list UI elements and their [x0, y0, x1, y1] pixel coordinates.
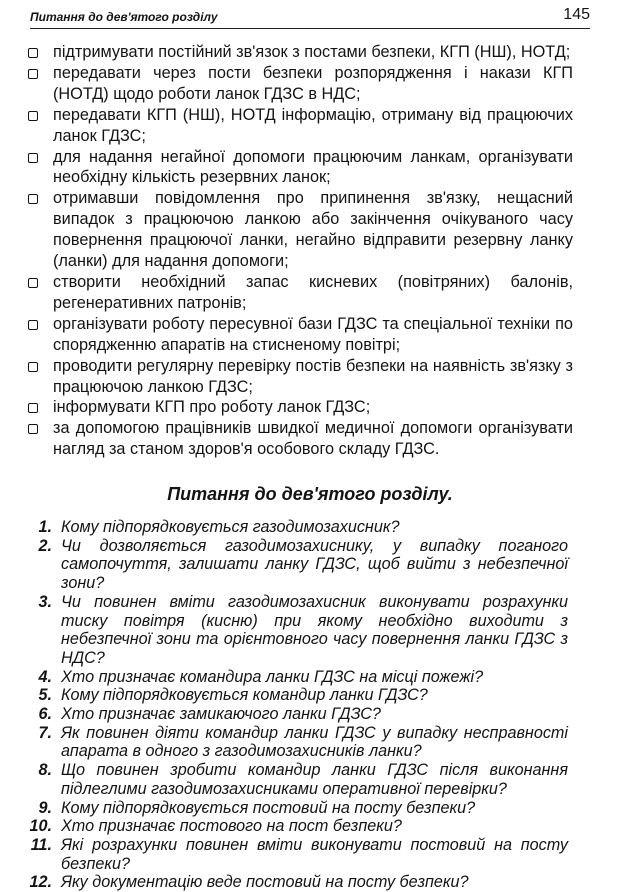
question-number: 5.: [38, 686, 52, 705]
checkbox-bullet-icon: [28, 111, 38, 121]
running-header-title: Питання до дев'ятого розділу: [30, 10, 218, 24]
page-number: 145: [563, 6, 590, 23]
question-number: 10.: [29, 817, 52, 836]
question-item: [28, 817, 568, 836]
question-number: 11.: [30, 835, 52, 854]
question-item: [28, 705, 568, 724]
checkbox-bullet-icon: [28, 403, 38, 413]
bullet-item: [28, 42, 573, 63]
question-text: Кому підпорядковується постовий на посту безпеки?: [61, 798, 476, 817]
question-item: [28, 593, 568, 668]
question-text: Що повинен зробити командир ланки ГДЗС після виконання підлеглими газодимозахисниками оперативної перевірки?: [61, 761, 568, 798]
question-number: 4.: [38, 667, 52, 686]
question-text: Чи повинен вміти газодимозахисник виконувати розрахунки тиску повітря (кисню) при якому необхідно виходити з небезпечної зони та орієнтовного часу повернення ланки ГДЗС з НДС?: [61, 592, 568, 667]
question-item: [28, 668, 568, 687]
page-header: [30, 6, 590, 28]
question-number: 3.: [38, 592, 52, 611]
question-text: Хто призначає замикаючого ланки ГДЗС?: [61, 705, 381, 724]
bullet-text: інформувати КГП про роботу ланок ГДЗС;: [53, 398, 371, 417]
bullet-text: проводити регулярну перевірку постів безпеки на наявність зв'язку з працюючою ланкою ГДЗС;: [53, 356, 573, 396]
bullet-item: [28, 188, 573, 272]
question-number: 1.: [38, 518, 52, 536]
question-number: 7.: [38, 723, 52, 742]
question-text: Як повинен діяти командир ланки ГДЗС у випадку несправності апарата в одного з газодимозахисників ланки?: [61, 723, 568, 761]
question-number: 8.: [38, 761, 52, 780]
bullet-item: [28, 105, 573, 147]
question-text: Які розрахунки повинен вміти виконувати постовий на посту безпеки?: [61, 835, 568, 873]
question-text: Кому підпорядковується командир ланки ГДЗС?: [61, 686, 428, 705]
bullet-item: [28, 63, 573, 105]
checkbox-bullet-icon: [28, 194, 38, 204]
checkbox-bullet-icon: [28, 424, 38, 434]
section-title: Питання до дев'ятого розділу.: [167, 484, 453, 504]
bullet-list: [28, 42, 573, 460]
question-list: [28, 518, 568, 892]
question-text: Яку документацію веде постовий на посту безпеки?: [61, 873, 469, 892]
bullet-text: за допомогою працівників швидкої медичної допомоги організувати нагляд за станом здоров'я особового складу ГДЗС.: [53, 419, 573, 459]
question-item: [28, 537, 568, 593]
question-number: 9.: [38, 798, 52, 817]
bullet-text: створити необхідний запас кисневих (повітряних) балонів, регенеративних патронів;: [53, 272, 573, 312]
checkbox-bullet-icon: [28, 278, 38, 288]
bullet-text: організувати роботу пересувної бази ГДЗС та спеціальної техніки по спорядженню апаратів на стисненому повітрі;: [53, 314, 573, 354]
question-text: Хто призначає постового на пост безпеки?: [61, 817, 402, 836]
question-item: [28, 518, 568, 537]
header-rule: [30, 28, 590, 29]
question-text: Хто призначає командира ланки ГДЗС на місці пожежі?: [61, 667, 484, 686]
question-item: [28, 836, 568, 873]
bullet-item: [28, 397, 573, 418]
question-text: Кому підпорядковується газодимозахисник?: [61, 518, 400, 536]
bullet-item: [28, 356, 573, 398]
question-item: [28, 873, 568, 892]
checkbox-bullet-icon: [28, 320, 38, 330]
question-number: 2.: [38, 536, 52, 555]
checkbox-bullet-icon: [28, 48, 38, 58]
question-number: 6.: [38, 705, 52, 724]
bullet-text: для надання негайної допомоги працюючим ланкам, організувати необхідну кількість резервних ланок;: [53, 147, 573, 187]
bullet-text: передавати КГП (НШ), НОТД інформацію, отриману від працюючих ланок ГДЗС;: [53, 105, 573, 145]
bullet-text: передавати через пости безпеки розпорядження і накази КГП (НОТД) щодо роботи ланок ГДЗС в НДС;: [53, 63, 573, 103]
checkbox-bullet-icon: [28, 153, 38, 163]
bullet-item: [28, 314, 573, 356]
bullet-text: отримавши повідомлення про припинення зв'язку, нещасний випадок з працюючою ланкою або закінчення очікуваного часу повернення працюючої ланки, негайно відправити резервну ланку (ланки) для надання допомоги;: [53, 189, 573, 271]
question-number: 12.: [29, 873, 52, 892]
bullet-item: [28, 147, 573, 189]
question-item: [28, 686, 568, 705]
bullet-item: [28, 418, 573, 460]
question-item: [28, 799, 568, 818]
bullet-text: підтримувати постійний зв'язок з постами безпеки, КГП (НШ), НОТД;: [53, 43, 571, 61]
question-item: [28, 724, 568, 761]
question-text: Чи дозволяється газодимозахиснику, у випадку поганого самопочуття, залишати ланку ГДЗС, щоб вийти з небезпечної зони?: [61, 536, 568, 593]
question-item: [28, 761, 568, 798]
bullet-item: [28, 272, 573, 314]
checkbox-bullet-icon: [28, 69, 38, 79]
checkbox-bullet-icon: [28, 362, 38, 372]
